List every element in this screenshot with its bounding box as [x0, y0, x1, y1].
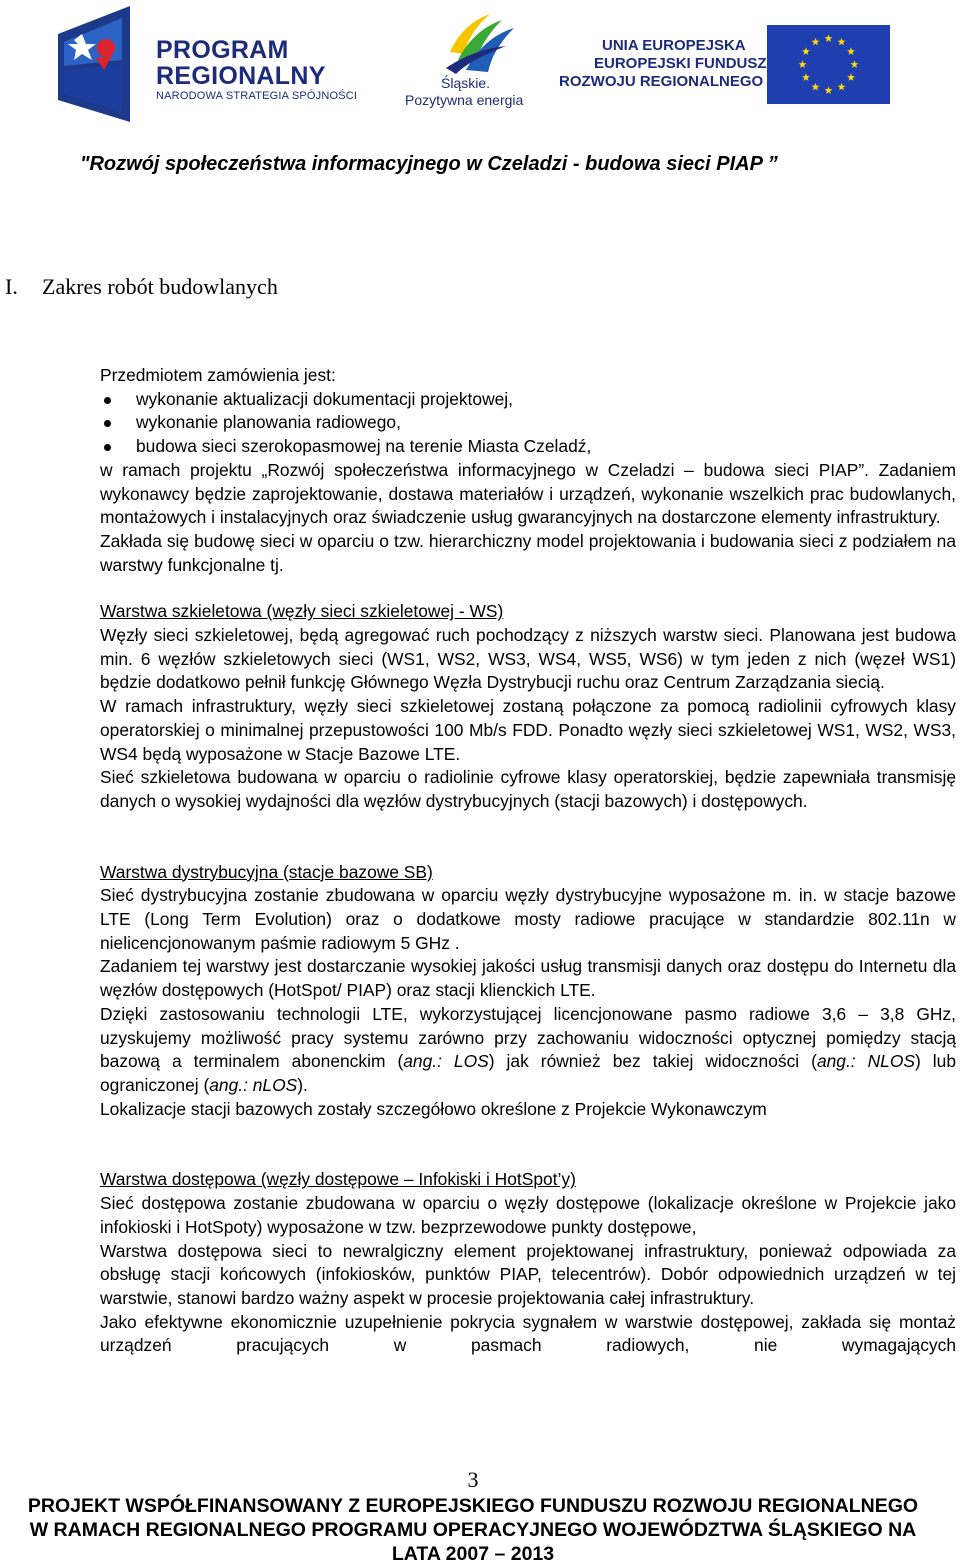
list-item: wykonanie planowania radiowego, — [100, 411, 956, 435]
intro-paragraph: w ramach projektu „Rozwój społeczeństwa informacyjnego w Czeladzi – budowa sieci PIAP”. Zadaniem wykonawcy będzie zaprojektowanie, dostawa materiałów i urządzeń, wykonanie wszelkich prac budowlanych, montażowych i instalacyjnych oraz świadczenie usług gwarancyjnych na dostarczone elementy infrastruktury. — [100, 459, 956, 528]
access-paragraph: Warstwa dostępowa sieci to newralgiczny element projektowanej infrastruktury, ponieważ odpowiada za obsługę stacji końcowych (infokiosków, punktów PIAP, telecentrów). Dobór odpowiednich urządzeń w tej warstwie, stanowi bardzo ważny aspekt w procesie projektowania całej infrastruktury. — [100, 1240, 956, 1308]
intro-lead: Przedmiotem zamówienia jest: — [100, 365, 336, 385]
slaskie-wave-icon — [406, 8, 536, 80]
sb-paragraph: Zadaniem tej warstwy jest dostarczanie wysokiej jakości usług transmisji danych oraz dostępu do Internetu dla węzłów dostępowych (HotSpot/ PIAP) oraz stacji klienckich LTE. — [100, 956, 956, 1001]
program-logo-line3: NARODOWA STRATEGIA SPÓJNOŚCI — [156, 90, 358, 102]
document-title: "Rozwój społeczeństwa informacyjnego w Czeladzi - budowa sieci PIAP ” — [80, 153, 778, 175]
sb-paragraph: Lokalizacje stacji bazowych zostały szczegółowo określone z Projekcie Wykonawczym — [100, 1098, 767, 1119]
sb-paragraph: Sieć dystrybucyjna zostanie zbudowana w oparciu węzły dystrybucyjne wyposażone m. in. w stacje bazowe LTE (Long Term Evolution) oraz o dodatkowe mosty radiowe pracujące w standardzie 802.11n w nielicencjonowanym paśmie radiowym 5 GHz . — [100, 885, 956, 953]
slaskie-logo-line2: Pozytywna energia — [405, 92, 524, 108]
sb-abbrev: ang.: nLOS — [209, 1074, 298, 1095]
footer-line: LATA 2007 – 2013 — [391, 1542, 555, 1565]
page-number: 3 — [467, 1467, 479, 1492]
sb-abbrev: ang.: LOS — [403, 1051, 489, 1072]
section-heading — [5, 274, 278, 300]
access-paragraph: Jako efektywne ekonomicznie uzupełnienie pokrycia sygnałem w warstwie dostępowej, zakłada się montaż urządzeń pracujących w pasmach radiowych, nie wymagających — [100, 1311, 956, 1356]
access-paragraph: Sieć dostępowa zostanie zbudowana w oparciu o węzły dostępowe (lokalizacje określone w Projekcie jako infokioski i HotSpoty) wyposażone w tzw. bezprzewodowe punkty dostępowe, — [100, 1193, 956, 1237]
eu-logo-line2: EUROPEJSKI FUNDUSZ — [594, 55, 767, 72]
access-heading: Warstwa dostępowa (węzły dostępowe – Infokiski i HotSpot’y) — [100, 1169, 576, 1190]
sb-text: Dzięki zastosowaniu technologii LTE, wykorzystującej licencjonowane pasmo radiowe 3,6 – 3,8 GHz, uzyskujemy możliwość pracy systemu zarówno przy zachowaniu widoczności optycznej pomiędzy stacją bazową a terminalem abonenckim ( — [100, 1003, 956, 1072]
sb-abbrev: ang.: NLOS — [816, 1051, 915, 1072]
sb-text: ). — [297, 1074, 308, 1095]
section-number: I. — [5, 274, 18, 299]
eu-logo-line1: UNIA EUROPEJSKA — [602, 37, 746, 54]
ws-paragraph: W ramach infrastruktury, węzły sieci szkieletowej zostaną połączone za pomocą radiolinii cyfrowych klasy operatorskiej o minimalnej przepustowości 100 Mb/s FDD. Ponadto węzły sieci szkieletowej WS1, WS2, WS3, WS4 będą wyposażone w Stacje Bazowe LTE. — [100, 696, 956, 764]
list-item: wykonanie aktualizacji dokumentacji projektowej, — [100, 388, 956, 412]
ws-heading: Warstwa szkieletowa (węzły sieci szkieletowej - WS) — [100, 601, 504, 622]
ws-paragraph: Sieć szkieletowa budowana w oparciu o radiolinie cyfrowe klasy operatorskiej, będzie zapewniała transmisję danych o wysokiej wydajności dla węzłów dystrybucyjnych (stacji bazowych) i dostępowych. — [100, 767, 956, 811]
footer-line: PROJEKT WSPÓŁFINANSOWANY Z EUROPEJSKIEGO FUNDUSZU ROZWOJU REGIONALNEGO — [27, 1495, 919, 1517]
slaskie-logo-line1: Śląskie. — [441, 75, 491, 91]
eu-flag-icon — [767, 25, 890, 104]
sb-paragraph — [100, 1003, 956, 1098]
list-item: budowa sieci szerokopasmowej na terenie Miasta Czeladź, — [100, 435, 956, 459]
sb-text: ) jak również bez takiej widoczności ( — [488, 1051, 817, 1072]
intro-paragraph: Zakłada się budowę sieci w oparciu o tzw. hierarchiczny model projektowania i budowania sieci z podziałem na warstwy funkcjonalne tj. — [100, 530, 956, 575]
program-logo-line1: PROGRAM — [156, 36, 289, 64]
ws-paragraph: Węzły sieci szkieletowej, będą agregować ruch pochodzący z niższych warstw sieci. Planowana jest budowa min. 6 węzłów szkieletowych sieci (WS1, WS2, WS3, WS4, WS5, WS6) w tym jeden z nich (węzeł WS1) będzie dodatkowo pełnił funkcję Głównego Węzła Dystrybucji ruchu oraz Centrum Zarządzania siecią. — [100, 625, 956, 693]
program-logo-line2: REGIONALNY — [156, 62, 326, 90]
cofinancing-footer — [0, 1495, 946, 1566]
sb-text: ) lub ograniczonej ( — [100, 1051, 956, 1095]
sb-heading: Warstwa dystrybucyjna (stacje bazowe SB) — [100, 861, 433, 882]
section-title: Zakres robót budowlanych — [42, 274, 278, 299]
document-body — [100, 364, 956, 1358]
eu-logo-line3: ROZWOJU REGIONALNEGO — [559, 73, 764, 90]
scope-list — [100, 388, 956, 459]
footer-line: W RAMACH REGIONALNEGO PROGRAMU OPERACYJNEGO WOJEWÓDZTWA ŚLĄSKIEGO NA — [29, 1518, 917, 1541]
program-regionalny-emblem-icon — [52, 4, 152, 122]
